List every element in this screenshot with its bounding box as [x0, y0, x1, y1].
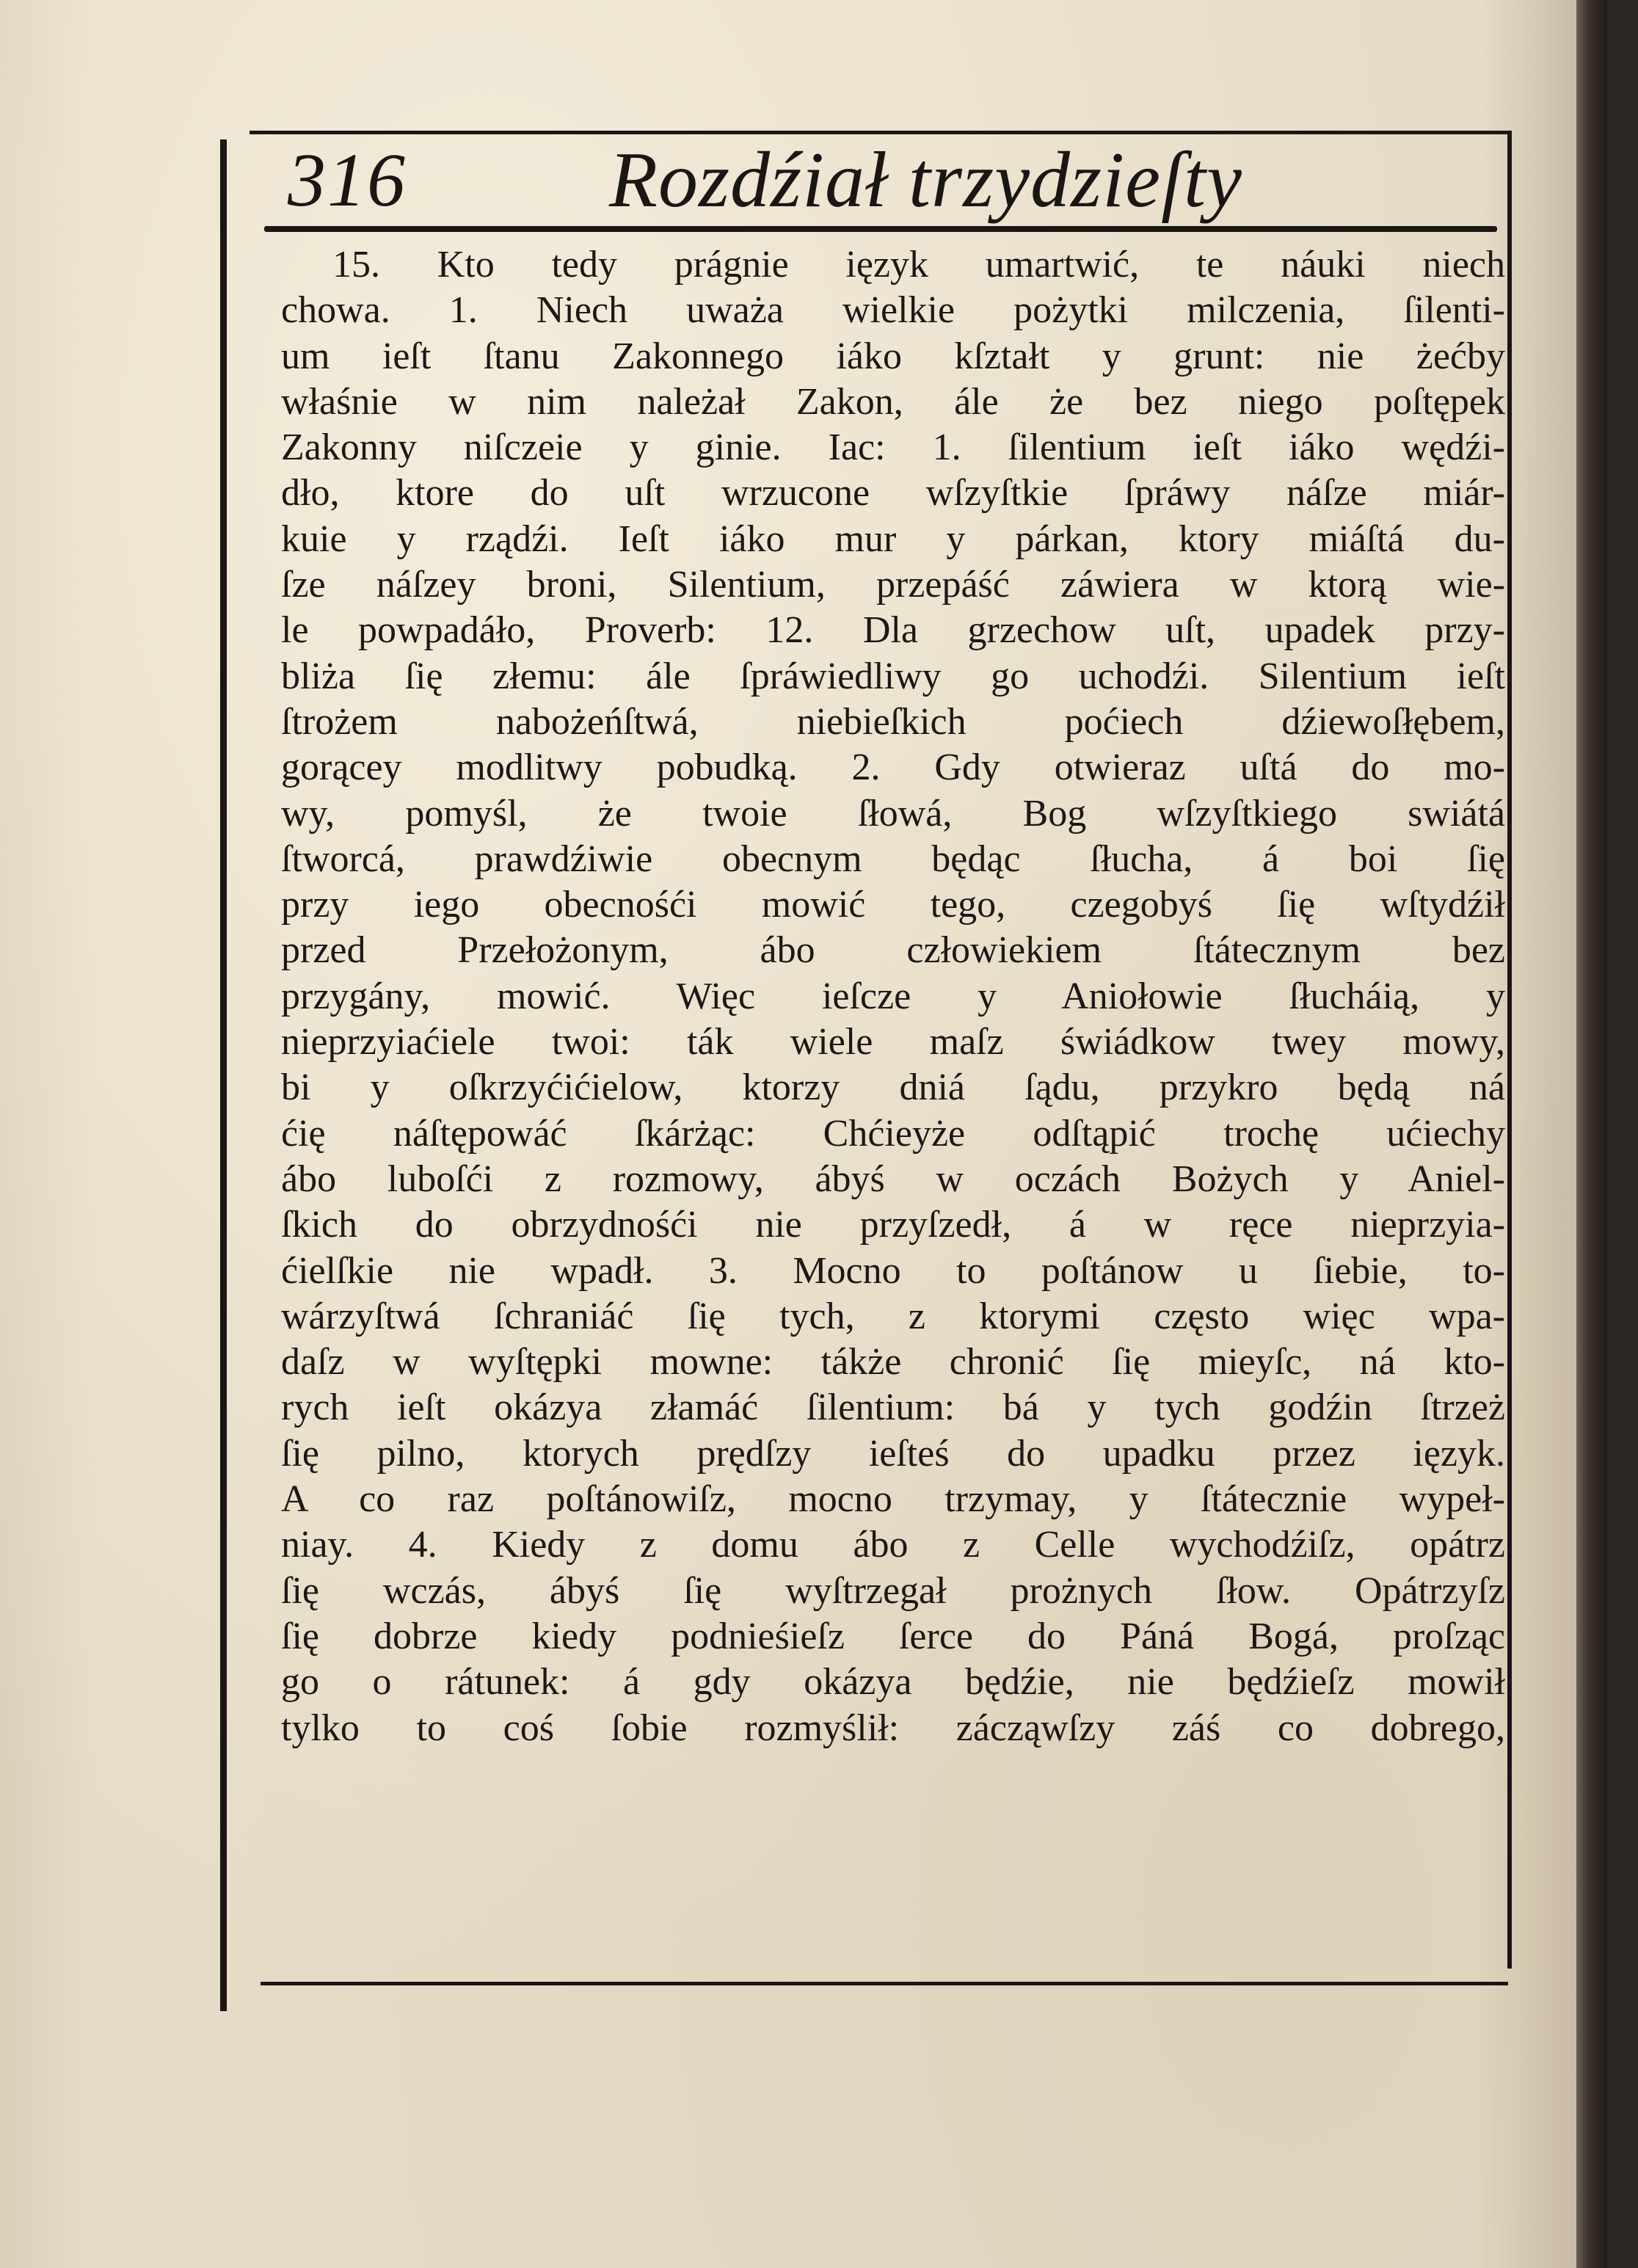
text-line: ſtworcá, prawdźiwie obecnym będąc ſłucha, á boi ſię — [281, 837, 1505, 880]
body-text — [281, 242, 1505, 1751]
text-line: daſz w wyſtępki mowne: tákże chronić ſię mieyſc, ná kto- — [281, 1341, 1505, 1384]
text-line: przy iego obecnośći mowić tego, czegobyś ſię wſtydźił — [281, 884, 1505, 926]
text-line: rych ieſt okázya złamáć ſilentium: bá y tych godźin ſtrzeż — [281, 1386, 1505, 1429]
text-line: ſze náſzey broni, Silentium, przepáść záwiera w ktorą wie- — [281, 564, 1505, 606]
text-line: go o rátunek: á gdy okázya będźie, nie będźieſz mowił — [281, 1661, 1505, 1704]
text-line: chowa. 1. Niech uważa wielkie pożytki milczenia, ſilenti- — [281, 289, 1505, 332]
text-line: Zakonny niſczeie y ginie. Iac: 1. ſilentium ieſt iáko wędźi- — [281, 426, 1505, 469]
running-title: Rozdźiał trzydzieſty — [609, 137, 1242, 224]
text-line: właśnie w nim należał Zakon, ále że bez niego poſtępek — [281, 380, 1505, 423]
book-gutter — [1576, 0, 1607, 2268]
text-line: ſię pilno, ktorych prędſzy ieſteś do upadku przez ięzyk. — [281, 1432, 1505, 1475]
text-line: ćielſkie nie wpadł. 3. Mocno to poſtánow u ſiebie, to- — [281, 1249, 1505, 1292]
text-line: ſkich do obrzydnośći nie przyſzedł, á w ręce nieprzyia- — [281, 1204, 1505, 1246]
bottom-rule — [261, 1982, 1508, 1985]
text-line: wy, pomyśl, że twoie ſłowá, Bog wſzyſtkiego swiátá — [281, 792, 1505, 835]
page-header — [279, 131, 1497, 226]
text-line: niay. 4. Kiedy z domu ábo z Celle wychodźiſz, opátrz — [281, 1524, 1505, 1566]
text-line: um ieſt ſtanu Zakonnego iáko kſztałt y grunt: nie żećby — [281, 335, 1505, 377]
text-line: ſię dobrze kiedy podnieśieſz ſerce do Páná Bogá, proſząc — [281, 1615, 1505, 1657]
text-line: bi y oſkrzyćićielow, ktorzy dniá ſądu, przykro będą ná — [281, 1066, 1505, 1109]
text-line: ábo luboſći z rozmowy, ábyś w oczách Bożych y Aniel- — [281, 1157, 1505, 1200]
text-line: dło, ktore do uſt wrzucone wſzyſtkie ſpráwy náſze miár- — [281, 472, 1505, 515]
text-line: przygány, mowić. Więc ieſcze y Aniołowie ſłucháią, y — [281, 975, 1505, 1017]
text-line: ćię náſtępowáć ſkárżąc: Chćieyże odſtąpić trochę ućiechy — [281, 1112, 1505, 1155]
text-line: ſię wczás, ábyś ſię wyſtrzegał prożnych ſłow. Opátrzyſz — [281, 1569, 1505, 1612]
text-line: przed Przełożonym, ábo człowiekiem ſtátecznym bez — [281, 929, 1505, 972]
page-number: 316 — [288, 138, 407, 222]
header-rule — [264, 226, 1497, 232]
text-line: wárzyſtwá ſchraniáć ſię tych, z ktorymi często więc wpa- — [281, 1295, 1505, 1337]
frame-right-rule — [1507, 134, 1512, 1969]
text-line: le powpadáło, Proverb: 12. Dla grzechow uſt, upadek przy- — [281, 609, 1505, 652]
text-line: bliża ſię złemu: ále ſpráwiedliwy go uchodźi. Silentium ieſt — [281, 655, 1505, 697]
text-line: A co raz poſtánowiſz, mocno trzymay, y ſtátecznie wypeł- — [281, 1478, 1505, 1521]
text-line: kuie y rządźi. Ieſt iáko mur y párkan, ktory miáſtá du- — [281, 517, 1505, 560]
text-line: gorącey modlitwy pobudką. 2. Gdy otwieraz uſtá do mo- — [281, 746, 1505, 789]
text-line: ſtrożem nabożeńſtwá, niebieſkich poćiech dźiewoſłębem, — [281, 700, 1505, 743]
text-line: tylko to coś ſobie rozmyślił: zácząwſzy záś co dobrego, — [281, 1707, 1505, 1749]
text-line: 15. Kto tedy prágnie ięzyk umartwić, te náuki niech — [332, 244, 1505, 286]
frame-left-rule — [220, 139, 227, 2011]
text-line: nieprzyiaćiele twoi: ták wiele maſz świádkow twey mowy, — [281, 1021, 1505, 1064]
